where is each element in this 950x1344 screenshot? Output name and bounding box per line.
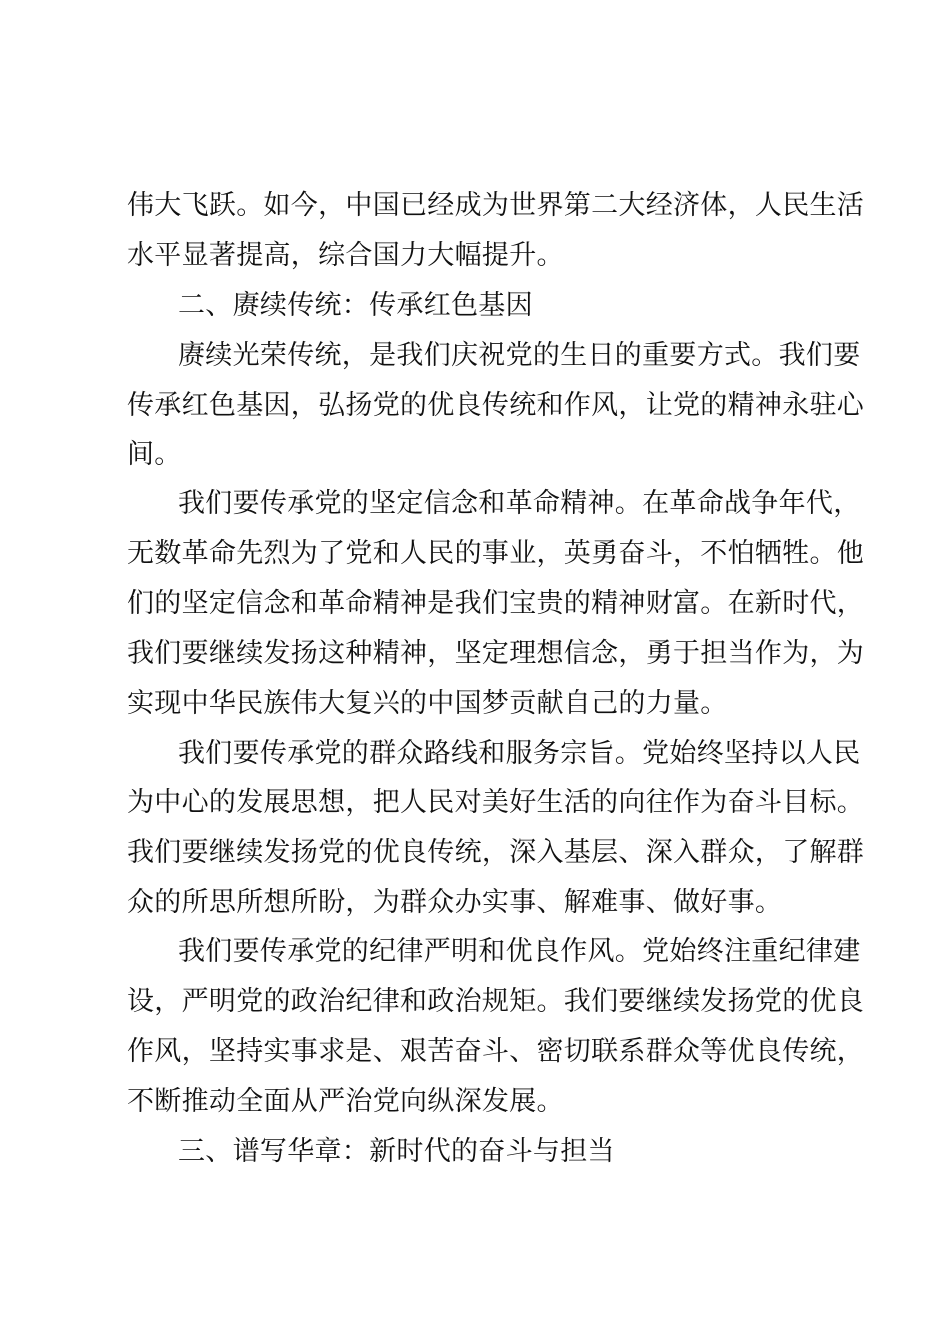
text-line: 众的所思所想所盼，为群众办实事、解难事、做好事。 <box>127 887 783 918</box>
text-line: 无数革命先烈为了党和人民的事业，英勇奋斗，不怕牺牲。他 <box>127 538 865 569</box>
text-line: 我们要传承党的群众路线和服务宗旨。党始终坚持以人民 <box>178 738 861 769</box>
text-line: 为中心的发展思想，把人民对美好生活的向往作为奋斗目标。 <box>127 787 865 818</box>
text-line: 间。 <box>127 439 182 470</box>
section-heading: 二、赓续传统：传承红色基因 <box>178 290 533 321</box>
text-line: 我们要继续发扬这种精神，坚定理想信念，勇于担当作为，为 <box>127 638 865 669</box>
text-line: 设，严明党的政治纪律和政治规矩。我们要继续发扬党的优良 <box>127 986 865 1017</box>
text-line: 们的坚定信念和革命精神是我们宝贵的精神财富。在新时代， <box>127 588 865 619</box>
text-line: 我们要继续发扬党的优良传统，深入基层、深入群众，了解群 <box>127 837 865 868</box>
text-line: 实现中华民族伟大复兴的中国梦贡献自己的力量。 <box>127 688 728 719</box>
text-line: 我们要传承党的坚定信念和革命精神。在革命战争年代， <box>178 488 861 519</box>
text-line: 我们要传承党的纪律严明和优良作风。党始终注重纪律建 <box>178 936 861 967</box>
text-line: 伟大飞跃。如今，中国已经成为世界第二大经济体，人民生活 <box>127 190 865 221</box>
text-line: 传承红色基因，弘扬党的优良传统和作风，让党的精神永驻心 <box>127 390 865 421</box>
text-line: 作风，坚持实事求是、艰苦奋斗、密切联系群众等优良传统， <box>127 1036 865 1067</box>
text-line: 水平显著提高，综合国力大幅提升。 <box>127 240 564 271</box>
text-line: 赓续光荣传统，是我们庆祝党的生日的重要方式。我们要 <box>178 340 861 371</box>
text-line: 不断推动全面从严治党向纵深发展。 <box>127 1086 564 1117</box>
section-heading: 三、谱写华章：新时代的奋斗与担当 <box>178 1136 615 1167</box>
